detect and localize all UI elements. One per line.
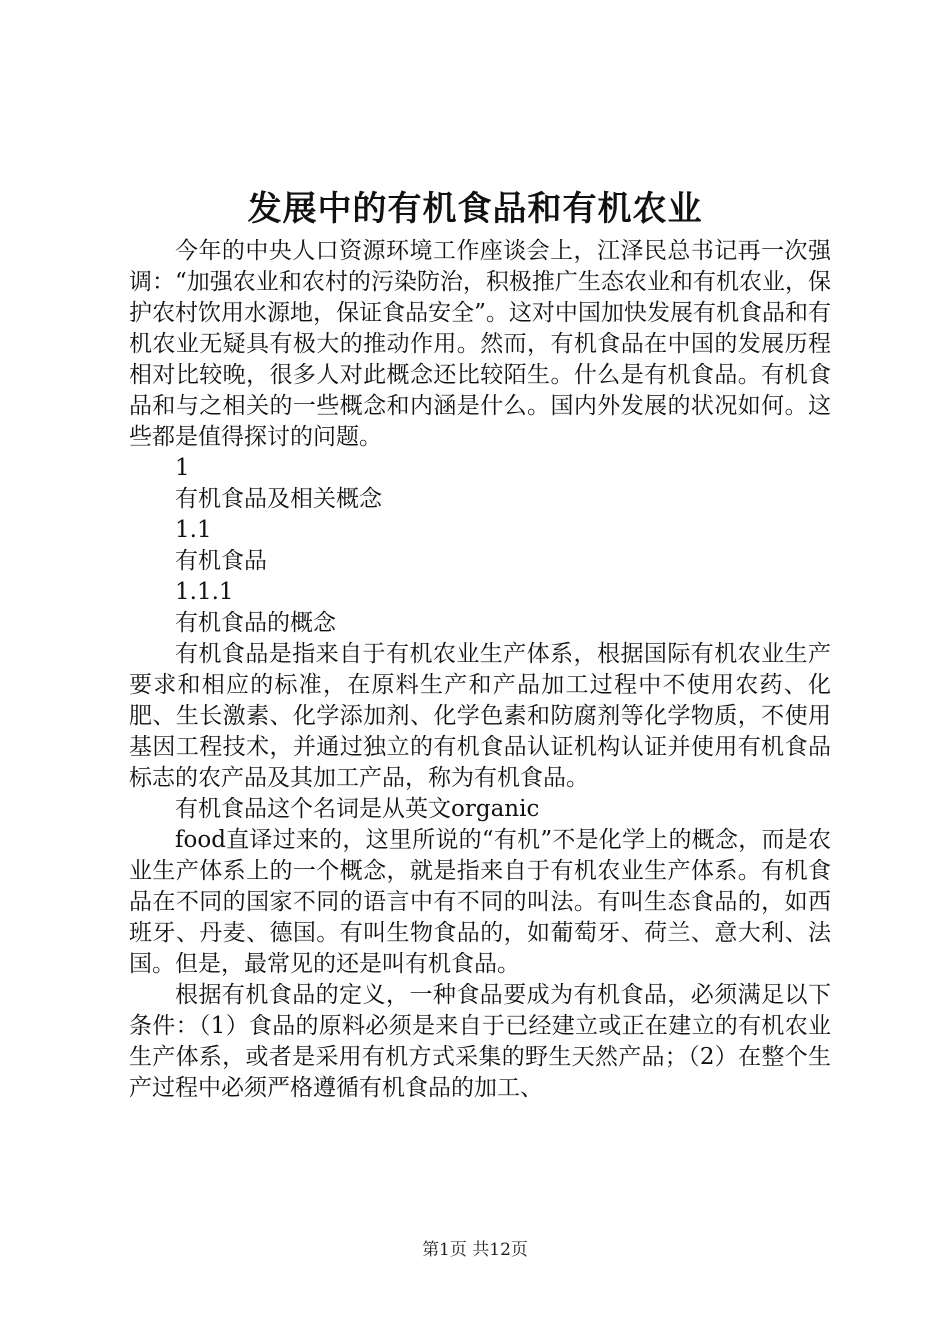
name-origin-line: 有机食品这个名词是从英文organic <box>175 796 540 822</box>
definition-paragraph: 有机食品是指来自于有机农业生产体系，根据国际有机农业生产要求和相应的标准，在原料生产和产品加工过程中不使用农药、化肥、生长激素、化学添加剂、化学色素和防腐剂等化学物质，不使用基因工程技术，并通过独立的有机食品认证机构认证并使用有机食品标志的农产品及其加工产品，称为有机食品。 <box>129 641 831 791</box>
document-title: 发展中的有机食品和有机农业 <box>247 189 703 229</box>
document-body <box>129 236 831 1104</box>
section-1-number: 1 <box>175 455 190 481</box>
section-1-1-title: 有机食品 <box>175 548 267 574</box>
name-origin-paragraph: food直译过来的，这里所说的“有机”不是化学上的概念，而是农业生产体系上的一个概念，就是指来自于有机农业生产体系。有机食品在不同的国家不同的语言中有不同的叫法。有叫生态食品的，如西班牙、丹麦、德国。有叫生物食品的，如葡萄牙、荷兰、意大利、法国。但是，最常见的还是叫有机食品。 <box>129 827 831 977</box>
conditions-paragraph: 根据有机食品的定义，一种食品要成为有机食品，必须满足以下条件：（1）食品的原料必须是来自于已经建立或正在建立的有机农业生产体系，或者是采用有机方式采集的野生天然产品；（2）在整个生产过程中必须严格遵循有机食品的加工、 <box>129 982 831 1101</box>
section-1-title: 有机食品及相关概念 <box>175 486 382 512</box>
intro-paragraph: 今年的中央人口资源环境工作座谈会上，江泽民总书记再一次强调：“加强农业和农村的污染防治，积极推广生态农业和有机农业，保护农村饮用水源地，保证食品安全”。这对中国加快发展有机食品和有机农业无疑具有极大的推动作用。然而，有机食品在中国的发展历程相对比较晚，很多人对此概念还比较陌生。什么是有机食品。有机食品和与之相关的一些概念和内涵是什么。国内外发展的状况如何。这些都是值得探讨的问题。 <box>129 238 831 450</box>
section-1-1-number: 1.1 <box>175 517 212 543</box>
section-1-1-1-number: 1.1.1 <box>175 579 234 605</box>
page-footer: 第1页 共12页 <box>422 1240 528 1260</box>
section-1-1-1-title: 有机食品的概念 <box>175 610 336 636</box>
